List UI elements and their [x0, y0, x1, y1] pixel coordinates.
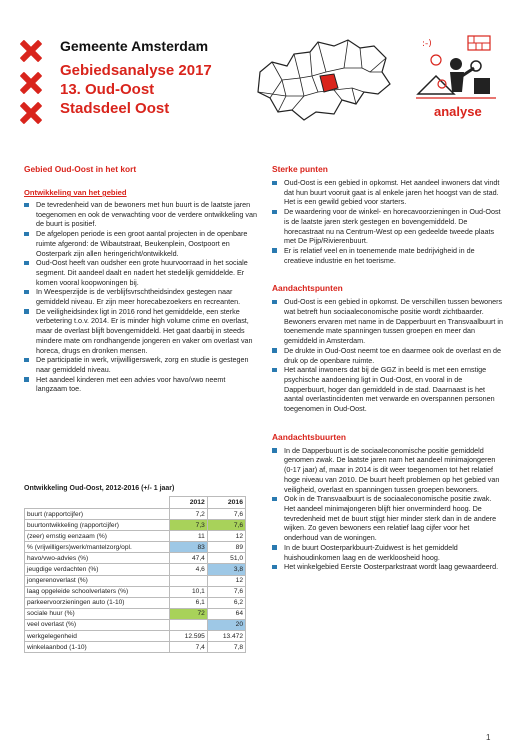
list-item: Er is relatief veel en in toenemende mate bedrijvigheid in de creatieve industrie en het toerisme. [272, 246, 504, 265]
table-row: parkeervoorzieningen auto (1-10) 6,1 6,2 [25, 597, 246, 608]
ontwikkeling-bullet-list [24, 200, 258, 394]
analyse-illustration [412, 34, 500, 122]
table-row: werkgelegenheid 12.595 13.472 [25, 631, 246, 642]
section-title-aandachtsbuurten: Aandachtsbuurten [272, 431, 346, 442]
table-title: Ontwikkeling Oud-Oost, 2012-2016 (+/- 1 jaar) [24, 485, 175, 492]
city-x-mark-3 [20, 102, 42, 124]
analyse-label: analyse [434, 104, 482, 119]
table-row: sociale huur (%) 72 64 [25, 608, 246, 619]
section-title-aandachtspunten: Aandachtspunten [272, 283, 343, 294]
city-x-mark-2 [20, 72, 42, 94]
doc-title-line-3: Stadsdeel Oost [60, 100, 170, 117]
list-item: In Weesperzijde is de verblijfsvrschtheidsindex gestegen naar gemiddeld niveau. Er zijn meer horecabezoekers en recreanten. [24, 287, 258, 306]
aandachtsbuurten-list [272, 446, 504, 572]
section-title-sterke-punten: Sterke punten [272, 164, 328, 174]
table-row: veel overlast (%) 20 [25, 619, 246, 630]
list-item: Het aantal inwoners dat bij de GGZ in beeld is met een ernstige psychische aandoening ligt in Oud-Oost, en vooral in de Dapperbuurt, hoger dan gemiddeld in de stad. Daarnaast is het aantal overlastincidenten met verwarde en overspannen personen toegenomen in Oud-Oost. [272, 365, 504, 414]
org-name: Gemeente Amsterdam [60, 38, 209, 54]
list-item: In de Dapperbuurt is de sociaaleconomische positie gemiddeld genomen zwak. De laatste jaren nam het aandeel minimajongeren (0-17 jaar) af, maar in 2014 is dit weer toegenomen tot het relatief hoge niveau van 2010. De buurt heeft problemen op het gebied van veiligheid, overlast en spanningen tussen groepen bewoners. [272, 446, 504, 495]
list-item: Oud-Oost heeft van oudsher een grote huurvoorraad in het sociale segment. Dit aandeel daalt en nadert het stedelijk gemiddelde. Er komen vooral koopwoningen bij. [24, 258, 258, 287]
table-row: buurtontwikkeling (rapportcijfer) 7,3 7,6 [25, 520, 246, 531]
col-header-2016: 2016 [207, 497, 245, 509]
doc-title-line-2: 13. Oud-Oost [60, 81, 155, 98]
table-row: laag opgeleide schoolverlaters (%) 10,1 7,6 [25, 586, 246, 597]
list-item: Ook in de Transvaalbuurt is de sociaaleconomische positie zwak. Het aandeel minimajongeren blijft hier onverminderd hoog. De tevredenheid met de buurt stijgt hier minder sterk dan in de andere wijken. Zo geven bewoners een relatief laag cijfer voor het onderhoud van de woningen. [272, 494, 504, 543]
list-item: Het winkelgebied Eerste Oosterparkstraat wordt laag gewaardeerd. [272, 562, 504, 572]
list-item: De afgelopen periode is een groot aantal projecten in de openbare ruimte afgerond: de Wibautstraat, Beukenplein, Oostpoort en Oosterpark zijn allen heringericht/ontwikkeld. [24, 229, 258, 258]
table-row: winkelaanbod (1-10) 7,4 7,8 [25, 642, 246, 653]
table-row: jeugdige verdachten (%) 4,6 3,8 [25, 564, 246, 575]
indicator-table [24, 496, 246, 653]
list-item: De veiligheidsindex ligt in 2016 rond het gemiddelde, een sterke verbetering t.o.v. 2014. Er is minder high volume crime en overlast, maar de overlast blijft bovengemiddeld. Het gaat daarbij in steeds mindere mate om rondhangende jongeren en vaker om overlast van horeca, drugs en dronken mensen. [24, 307, 258, 356]
city-x-mark-1 [20, 40, 42, 62]
page-number: 1 [486, 733, 491, 742]
right-column [272, 164, 504, 572]
list-item: Het aandeel kinderen met een advies voor havo/vwo neemt langzaam toe. [24, 375, 258, 394]
list-item: In de buurt Oosterparkbuurt-Zuidwest is het gemiddeld huishoudinkomen laag en de werkloosheid hoog. [272, 543, 504, 562]
district-map [252, 32, 397, 127]
table-row: (zeer) ernstig eenzaam (%) 11 12 [25, 531, 246, 542]
left-column [24, 164, 258, 394]
table-header-row [25, 497, 246, 509]
list-item: Oud-Oost is een gebied in opkomst. Het aandeel inwoners dat vindt dat hun buurt vooruit gaat is al enkele jaren het hoogst van de stad. Het is een gewild gebied voor starters. [272, 178, 504, 207]
list-item: De drukte in Oud-Oost neemt toe en daarmee ook de overlast en de druk op de openbare ruimte. [272, 346, 504, 365]
sterke-punten-list [272, 178, 504, 265]
list-item: Oud-Oost is een gebied in opkomst. De verschillen tussen bewoners wat betreft hun sociaaleconomische positie wordt zichtbaarder. Bewoners ervaren met name in de Dapperbuurt en Transvaalbuurt in toenemende mate spanningen tussen groepen en meer dan gemiddeld in Amsterdam. [272, 297, 504, 346]
table-row: jongerenoverlast (%) 12 [25, 575, 246, 586]
table-row: buurt (rapportcijfer) 7,2 7,6 [25, 509, 246, 520]
doc-title-line-1: Gebiedsanalyse 2017 [60, 62, 212, 79]
list-item: De waardering voor de winkel- en horecavoorzieningen in Oud-Oost is de laatste jaren sterk gestegen en bovengemiddeld. De horecastraat nu na Centrum-West op een gedeelde tweede plaats met De Pijp/Rivierenbuurt. [272, 207, 504, 246]
col-header-2012: 2012 [169, 497, 207, 509]
list-item: De participatie in werk, vrijwilligerswerk, zorg en studie is gestegen naar gemiddeld niveau. [24, 355, 258, 374]
table-row: havo/vwo-advies (%) 47,4 51,0 [25, 553, 246, 564]
list-item: De tevredenheid van de bewoners met hun buurt is de laatste jaren toegenomen en ook de verwachting voor de verdere ontwikkeling van de buurt is positief. [24, 200, 258, 229]
table-row: % (vrijwilligers)werk/mantelzorg/opl. 83 89 [25, 542, 246, 553]
aandachtspunten-list [272, 297, 504, 413]
section-title-kort: Gebied Oud-Oost in het kort [24, 164, 137, 174]
svg-text::-): :-) [422, 39, 432, 49]
subsection-title-ontwikkeling: Ontwikkeling van het gebied [24, 188, 127, 197]
